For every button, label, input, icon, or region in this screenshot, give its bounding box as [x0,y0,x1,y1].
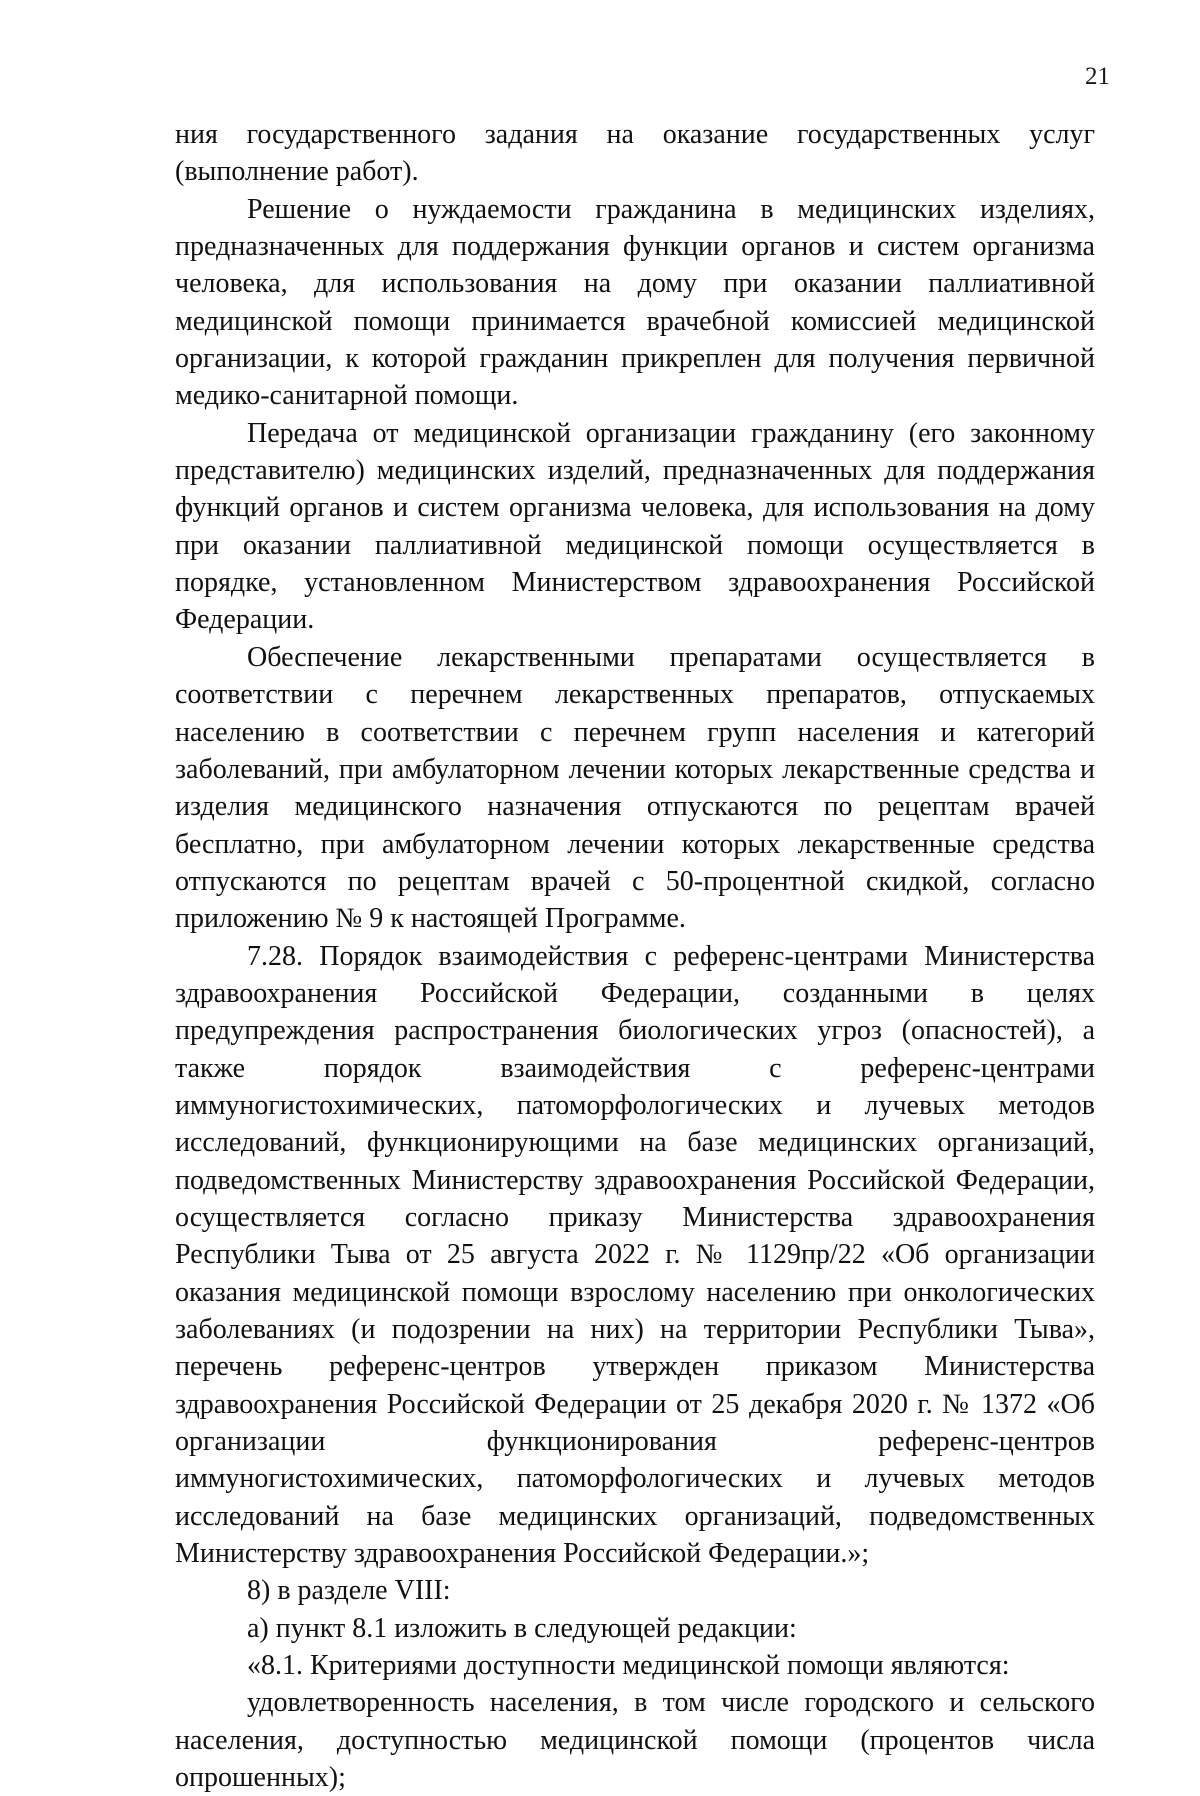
paragraph-medical-devices-need: Решение о нуждаемости гражданина в медицинских изделиях, предназначенных для поддержания функции органов и систем организма человека, для использования на дому при оказании паллиативной медицинской помощи принимается врачебной комиссией медицинской организации, к которой гражданин прикреплен для получения первичной медико-санитарной помощи. [175,193,1095,412]
paragraph-item-8-1-amendment: а) пункт 8.1 изложить в следующей редакции: [247,1612,797,1644]
paragraph-medical-devices-transfer: Передача от медицинской организации гражданину (его законному представителю) медицинских изделий, предназначенных для поддержания функций органов и систем организма человека, для использования на дому при оказании паллиативной медицинской помощи осуществляется в порядке, установленном Министерством здравоохранения Российской Федерации. [175,417,1095,636]
paragraph-reference-centers: 7.28. Порядок взаимодействия с референс-центрами Министерства здравоохранения Российской Федерации, созданными в целях предупреждения распространения биологических угроз (опасностей), а также порядок взаимодействия с референс-центрами иммуногистохимических, патоморфологических и лучевых методов исследований, функционирующими на базе медицинских организаций, подведомственных Министерству здравоохранения Российской Федерации, осуществляется согласно приказу Министерства здравоохранения Республики Тыва от 25 августа 2022 г. № 1129пр/22 «Об организации оказания медицинской помощи взрослому населению при онкологических заболеваниях (и подозрении на них) на территории Республики Тыва», перечень референс-центров утвержден приказом Министерства здравоохранения Российской Федерации от 25 декабря 2020 г. № 1372 «Об организации функционирования референс-центров иммуногистохимических, патоморфологических и лучевых методов исследований на базе медицинских организаций, подведомственных Министерству здравоохранения Российской Федерации.»; [175,940,1095,1570]
paragraph-section-viii: 8) в разделе VIII: [247,1575,451,1607]
paragraph-accessibility-criteria: «8.1. Критериями доступности медицинской помощи являются: [247,1650,1010,1682]
page-number: 21 [1085,63,1110,90]
paragraph-continuation: ния государственного задания на оказание государственных услуг (выполнение работ). [175,119,1095,188]
paragraph-population-satisfaction: удовлетворенность населения, в том числе городского и сельского населения, доступностью медицинской помощи (процентов числа опрошенных); [175,1687,1095,1794]
paragraph-drug-provision: Обеспечение лекарственными препаратами осуществляется в соответствии с перечнем лекарственных препаратов, отпускаемых населению в соответствии с перечнем групп населения и категорий заболеваний, при амбулаторном лечении которых лекарственные средства и изделия медицинского назначения отпускаются по рецептам врачей бесплатно, при амбулаторном лечении которых лекарственные средства отпускаются по рецептам врачей с 50-процентной скидкой, согласно приложению № 9 к настоящей Программе. [175,641,1095,935]
document-body [175,116,1095,1796]
